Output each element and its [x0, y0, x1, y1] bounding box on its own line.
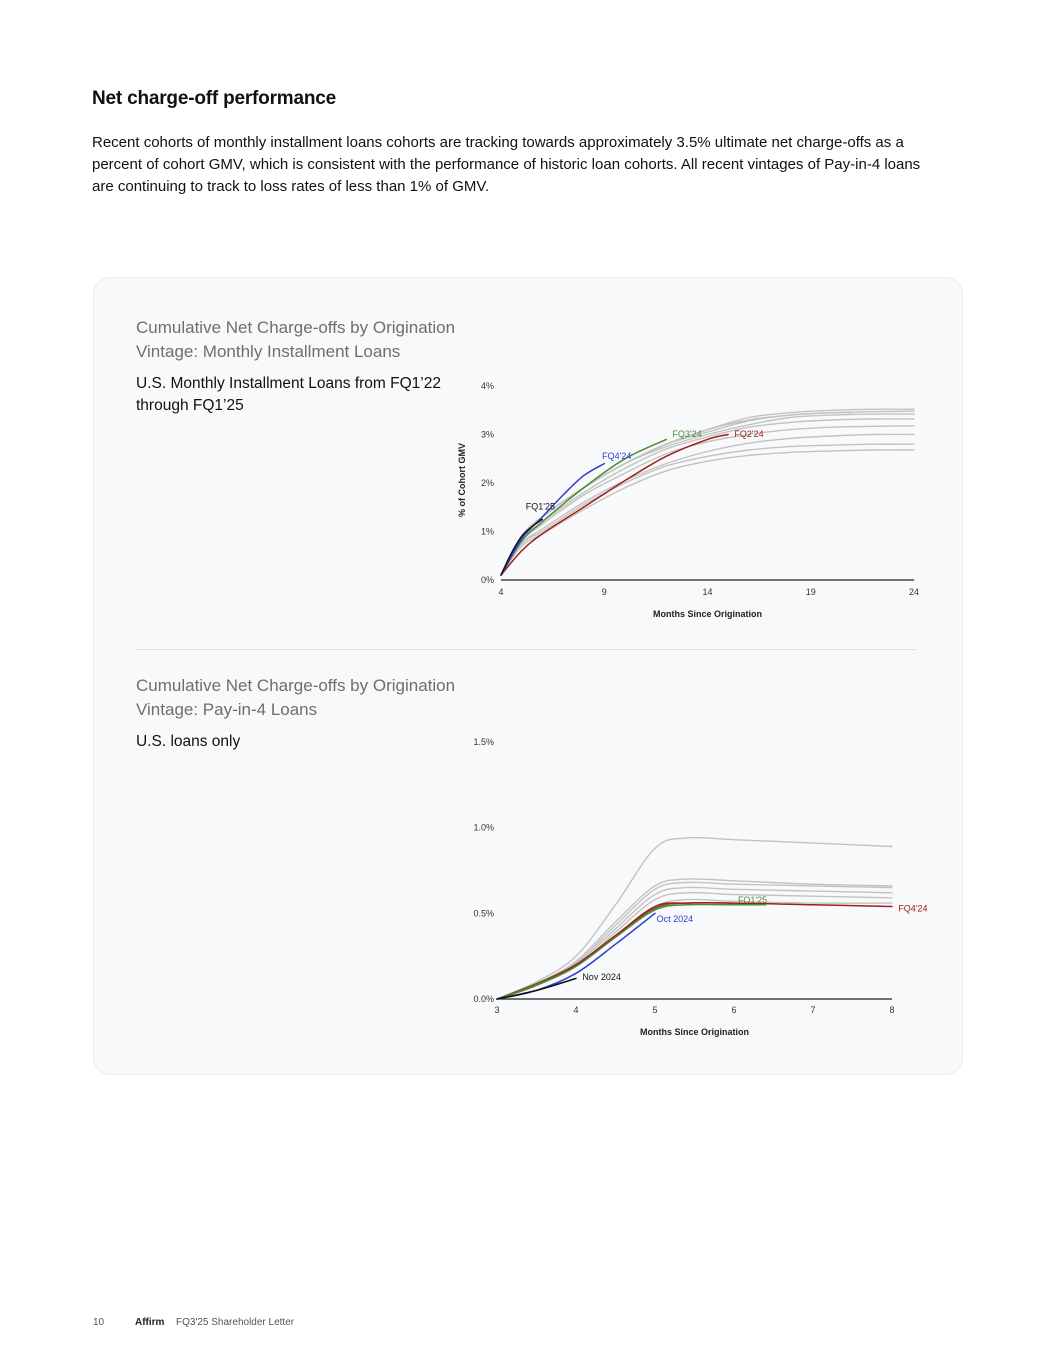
chart1-series-fq2-23: [501, 426, 914, 575]
chart1-y-tick: 3%: [480, 429, 494, 440]
chart2-x-tick: 7: [810, 1005, 816, 1015]
chart2: [473, 737, 927, 1037]
chart2-annotation: Oct 2024: [656, 913, 694, 924]
chart1-x-tick: 9: [601, 587, 607, 597]
chart1-x-label: Months Since Origination: [652, 609, 763, 619]
chart1-y-tick: 1%: [480, 526, 494, 537]
chart1-annotation: FQ3'24: [672, 428, 702, 439]
chart2-title: Cumulative Net Charge-offs by Origination Vintage: Pay-in-4 Loans: [136, 676, 456, 719]
chart2-subtitle: U.S. loans only: [136, 733, 241, 750]
chart1-y-tick: 0%: [480, 575, 494, 585]
chart1-x-tick: 4: [498, 587, 504, 597]
chart1-y-tick: 2%: [480, 478, 494, 488]
chart2-y-tick: 1.0%: [473, 822, 494, 833]
footer-doc-title: FQ3'25 Shareholder Letter: [176, 1317, 295, 1328]
chart2-x-tick: 3: [494, 1005, 500, 1015]
chart1-series-fq1-24: [501, 450, 914, 575]
chart1-annotation: FQ1'25: [525, 501, 556, 512]
chart1: [457, 381, 919, 619]
page-heading: Net charge-off performance: [92, 88, 336, 109]
chart1-annotation: FQ4'24: [602, 450, 632, 461]
chart1-subtitle: U.S. Monthly Installment Loans from FQ1’22 through FQ1’25: [136, 375, 441, 414]
footer-page-number: 10: [93, 1317, 105, 1328]
chart2-x-tick: 8: [889, 1005, 895, 1015]
footer-brand: Affirm: [135, 1317, 165, 1328]
chart1-x-tick: 24: [908, 587, 920, 597]
chart1-y-tick: 4%: [480, 381, 494, 391]
chart2-annotation: FQ4'24: [898, 903, 928, 914]
intro-paragraph: Recent cohorts of monthly installment loans cohorts are tracking towards approximately 3.5% ultimate net charge-offs as a percent of cohort GMV, which is consistent with the performance of historic loan cohorts. All recent vintages of Pay-in-4 loans are continuing to track to loss rates of less than 1% of GMV.: [92, 134, 921, 195]
chart2-annotation: FQ1'25: [737, 895, 768, 906]
chart2-x-tick: 4: [573, 1005, 579, 1015]
chart2-y-tick: 1.5%: [473, 737, 494, 747]
chart1-x-tick: 14: [702, 587, 713, 597]
chart1-y-label: % of Cohort GMV: [457, 443, 467, 517]
chart1-annotation: FQ2'24: [734, 428, 764, 439]
chart1-series-fq3-22: [501, 411, 914, 575]
chart1-x-tick: 19: [805, 587, 816, 597]
chart1-title: Cumulative Net Charge-offs by Origination Vintage: Monthly Installment Loans: [136, 318, 456, 361]
chart2-annotation: Nov 2024: [582, 972, 621, 983]
chart2-x-tick: 6: [731, 1005, 737, 1015]
chart2-y-tick: 0.0%: [473, 994, 494, 1004]
chart2-y-tick: 0.5%: [473, 908, 494, 919]
chart1-series-fq4-24: [501, 464, 604, 575]
chart2-x-label: Months Since Origination: [639, 1027, 750, 1037]
chart2-series-mid: [497, 903, 734, 999]
chart2-x-tick: 5: [652, 1005, 658, 1015]
